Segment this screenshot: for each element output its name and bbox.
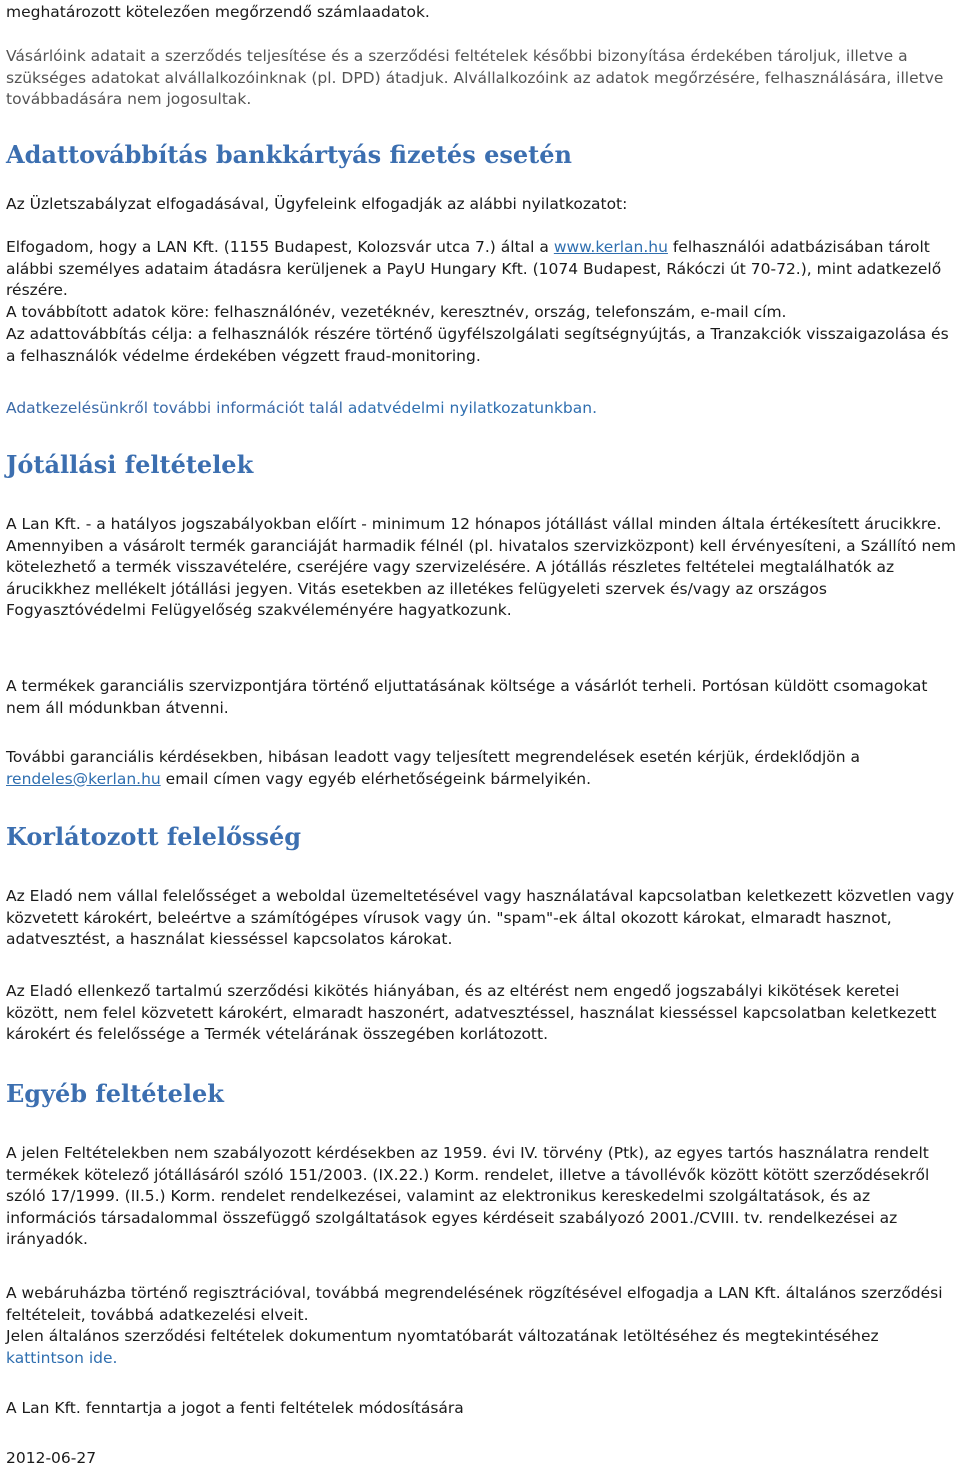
- liability-paragraph-2: Az Eladó ellenkező tartalmú szerződési kikötés hiányában, és az eltérést nem engedő jogszabályi kikötések keretei között, nem felel közvetett károkért, elmaradt haszonért, adatvesztéssel, használat kiesséssel kapcsolatban keletkezett károkért és felelőssége a Termék vételárának összegében korlátozott.: [6, 982, 937, 1043]
- transfer-purpose-text: Az adattovábbítás célja: a felhasználók részére történő ügyfélszolgálati segítségnyújtás, a Tranzakciók visszaigazolása és a felhasználók védelme érdekében végzett fraud-monitoring.: [6, 325, 949, 365]
- statement-text-end: felhasználói adatbázisában tárolt alábbi személyes adataim átadásra kerüljenek a PayU Hungary Kft. (1074 Budapest, Rákóczi út 70-72.), mint adatkezelő részére.: [6, 238, 942, 299]
- registration-acceptance-text: A webáruházba történő regisztrációval, továbbá megrendelésének rögzítésével elfogadja a LAN Kft. általános szerződési feltételeit, továbbá adatkezelési elveit.: [6, 1284, 943, 1324]
- privacy-info-text: Adatkezelésünkről további információt talál: [6, 399, 348, 417]
- section-heading-limited-liability: Korlátozott felelősség: [6, 822, 302, 851]
- modification-rights-text: A Lan Kft. fenntartja a jogot a fenti feltételek módosítására: [6, 1399, 464, 1417]
- privacy-statement-link[interactable]: adatvédelmi nyilatkozatunkban.: [347, 399, 598, 417]
- section-heading-payment-data-transfer: Adattovábbítás bankkártyás fizetés esetén: [6, 140, 572, 169]
- kerlan-website-link[interactable]: www.kerlan.hu: [553, 238, 668, 256]
- transferred-data-list: A továbbított adatok köre: felhasználónév, vezetéknév, keresztnév, ország, telefonszám, e-mail cím.: [6, 303, 787, 321]
- liability-paragraph-1: Az Eladó nem vállal felelősséget a weboldal üzemeltetésével vagy használatával kapcsolatban keletkezett közvetlen vagy közvetett károkért, beleértve a számítógépes vírusok vagy ún. "spam"-ek által okozott károkat, elmaradt hasznot, adatvesztést, a használat kiesséssel kapcsolatos károkat.: [6, 887, 955, 948]
- document-date: 2012-06-27: [6, 1449, 97, 1467]
- intro-paragraph: Vásárlóink adatait a szerződés teljesítése és a szerződési feltételek későbbi bizonyítása érdekében tároljuk, illetve a szükséges adatokat alvállalkozóinknak (pl. DPD) átadjuk. Alvállalkozóink az adatok megőrzésére, felhasználására, illetve továbbadására nem jogosultak.: [6, 47, 944, 108]
- terms-acceptance-text: Az Üzletszabályzat elfogadásával, Ügyfeleink elfogadják az alábbi nyilatkozatot:: [6, 195, 628, 213]
- section-heading-other-terms: Egyéb feltételek: [6, 1079, 224, 1108]
- data-transfer-statement: [6, 237, 956, 302]
- warranty-paragraph: A Lan Kft. - a hatályos jogszabályokban előírt - minimum 12 hónapos jótállást vállal minden általa értékesített árucikkre. Amennyiben a vásárolt termék garanciáját harmadik félnél (pl. hivatalos szervizközpont) kell érvényesíteni, a Szállító nem kötelezhető a termék visszavételére, cseréjére vagy szervizelésére. A jótállás részletes feltételei megtalálhatók az árucikkhez mellékelt jótállási jegyen. Vitás esetekben az illetékes felügyeleti szervek és/vagy az országos Fogyasztóvédelmi Felügyelőség szakvéleményére hagyatkozunk.: [6, 515, 956, 619]
- statement-text-start: Elfogadom, hogy a LAN Kft. (1155 Budapest, Kolozsvár utca 7.) által a: [6, 238, 554, 256]
- privacy-info-line: [6, 398, 956, 420]
- printable-version-text: Jelen általános szerződési feltételek dokumentum nyomtatóbarát változatának letöltéséhez és megtekintéséhez kattintson ide.: [6, 1327, 879, 1367]
- printable-version-link[interactable]: kattintson ide.: [6, 1348, 118, 1367]
- order-email-link[interactable]: rendeles@kerlan.hu: [6, 769, 161, 788]
- other-terms-paragraph: A jelen Feltételekben nem szabályozott kérdésekben az 1959. évi IV. törvény (Ptk), az egyes tartós használatra rendelt termékek kötelező jótállásáról szóló 151/2003. (IX.22.) Korm. rendelet, illetve a távollévők között kötött szerződésekről szóló 17/1999. (II.5.) Korm. rendelet rendelkezései, valamint az elektronikus kereskedelmi szolgáltatások, és az információs társadalommal összefüggő szolgáltatások egyes kérdéseit szabályozó 2001./CVIII. tv. rendelkezései az irányadók.: [6, 1144, 930, 1248]
- warranty-contact-text: További garanciális kérdésekben, hibásan leadott vagy teljesített megrendelések esetén kérjük, érdeklődjön a rendeles@kerlan.hu email címen vagy egyéb elérhetőségeink bármelyikén.: [6, 748, 860, 788]
- warranty-shipping-cost-text: A termékek garanciális szervizpontjára történő eljuttatásának költsége a vásárlót terheli. Portósan küldött csomagokat nem áll módunkban átvenni.: [6, 677, 928, 717]
- section-heading-warranty: Jótállási feltételek: [6, 450, 254, 479]
- intro-text: meghatározott kötelezően megőrzendő számlaadatok.: [6, 3, 430, 21]
